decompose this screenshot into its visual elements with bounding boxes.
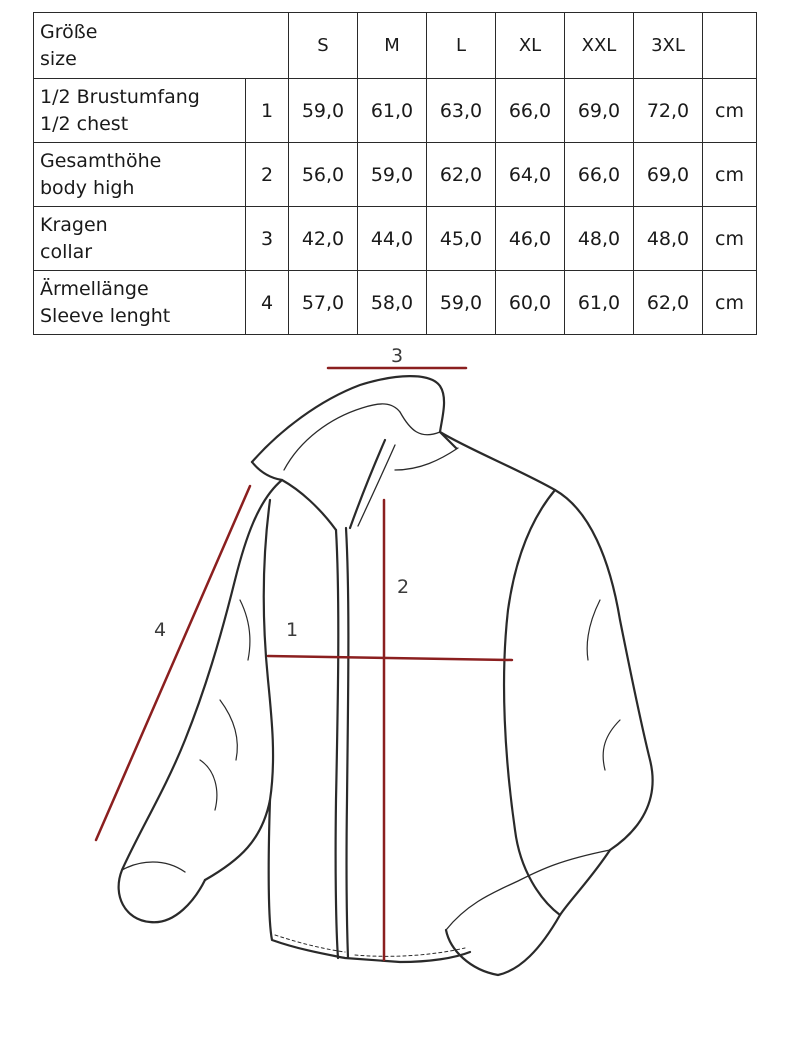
value-cell: 61,0 (358, 79, 427, 143)
row-index: 3 (246, 207, 289, 271)
value-cell: 44,0 (358, 207, 427, 271)
row-label-de: Gesamthöhe (40, 149, 162, 172)
unit-cell: cm (703, 79, 757, 143)
left-sleeve-inner (205, 500, 273, 880)
size-header-label (34, 13, 289, 79)
left-cuff-seam (122, 862, 185, 872)
row-label-de: Kragen (40, 213, 108, 236)
jacket-measurement-diagram (0, 340, 787, 1045)
value-cell: 62,0 (427, 143, 496, 207)
size-header: 3XL (634, 13, 703, 79)
row-label (34, 143, 246, 207)
fold-line (587, 600, 600, 660)
row-label-de: 1/2 Brustumfang (40, 85, 200, 108)
row-label-en: Sleeve lenght (40, 304, 171, 327)
unit-cell: cm (703, 271, 757, 335)
value-cell: 69,0 (565, 79, 634, 143)
fold-line (220, 700, 237, 760)
hem-stitch-right (355, 948, 465, 956)
table-header-row (34, 13, 757, 79)
value-cell: 56,0 (289, 143, 358, 207)
zipper-left-edge (336, 530, 339, 958)
value-cell: 58,0 (358, 271, 427, 335)
right-cuff (446, 850, 610, 975)
collar-measure-label: 3 (390, 345, 404, 367)
unit-cell: cm (703, 207, 757, 271)
size-header: XXL (565, 13, 634, 79)
sleeve-measure-label: 4 (153, 619, 167, 641)
right-cuff-seam (446, 850, 610, 930)
size-header: S (289, 13, 358, 79)
row-index: 1 (246, 79, 289, 143)
collar-left-fold (252, 462, 336, 530)
value-cell: 46,0 (496, 207, 565, 271)
value-cell: 64,0 (496, 143, 565, 207)
table-row-body-height (34, 143, 757, 207)
table-row-chest (34, 79, 757, 143)
value-cell: 66,0 (496, 79, 565, 143)
value-cell: 48,0 (634, 207, 703, 271)
row-label-en: body high (40, 176, 135, 199)
chest-measure-line (268, 656, 512, 660)
size-header: M (358, 13, 427, 79)
collar-outline (252, 376, 456, 462)
value-cell: 69,0 (634, 143, 703, 207)
value-cell: 42,0 (289, 207, 358, 271)
right-sleeve-inner (504, 490, 560, 915)
value-cell: 59,0 (427, 271, 496, 335)
body-height-measure-label: 2 (396, 576, 410, 598)
size-header: L (427, 13, 496, 79)
fold-line (200, 760, 217, 810)
right-sleeve-outer (440, 432, 653, 850)
chest-measure-label: 1 (285, 619, 299, 641)
left-sleeve-outer (119, 480, 282, 922)
value-cell: 61,0 (565, 271, 634, 335)
size-header: XL (496, 13, 565, 79)
zipper-right-edge (346, 528, 348, 958)
row-label (34, 271, 246, 335)
fold-line (603, 720, 620, 770)
value-cell: 45,0 (427, 207, 496, 271)
value-cell: 59,0 (289, 79, 358, 143)
value-cell: 57,0 (289, 271, 358, 335)
collar-inner-line (284, 404, 400, 470)
value-cell: 72,0 (634, 79, 703, 143)
value-cell: 59,0 (358, 143, 427, 207)
unit-cell: cm (703, 143, 757, 207)
value-cell: 60,0 (496, 271, 565, 335)
table-row-sleeve (34, 271, 757, 335)
jacket-outline (119, 376, 653, 975)
header-label-en: size (40, 47, 77, 70)
sleeve-measure-line (96, 486, 250, 840)
row-label-de: Ärmellänge (40, 277, 149, 300)
yoke-seam (395, 448, 458, 470)
table-row-collar (34, 207, 757, 271)
row-label (34, 207, 246, 271)
measurement-lines (96, 368, 512, 960)
zipper-top (350, 440, 385, 528)
value-cell: 48,0 (565, 207, 634, 271)
collar-back (400, 412, 440, 435)
size-chart-table (33, 12, 757, 335)
jacket-hem (269, 800, 470, 962)
row-label (34, 79, 246, 143)
value-cell: 66,0 (565, 143, 634, 207)
fold-line (240, 600, 250, 660)
row-label-en: 1/2 chest (40, 112, 129, 135)
value-cell: 62,0 (634, 271, 703, 335)
value-cell: 63,0 (427, 79, 496, 143)
empty-header-cell (703, 13, 757, 79)
row-index: 2 (246, 143, 289, 207)
header-label-de: Größe (40, 20, 98, 43)
row-index: 4 (246, 271, 289, 335)
row-label-en: collar (40, 240, 93, 263)
